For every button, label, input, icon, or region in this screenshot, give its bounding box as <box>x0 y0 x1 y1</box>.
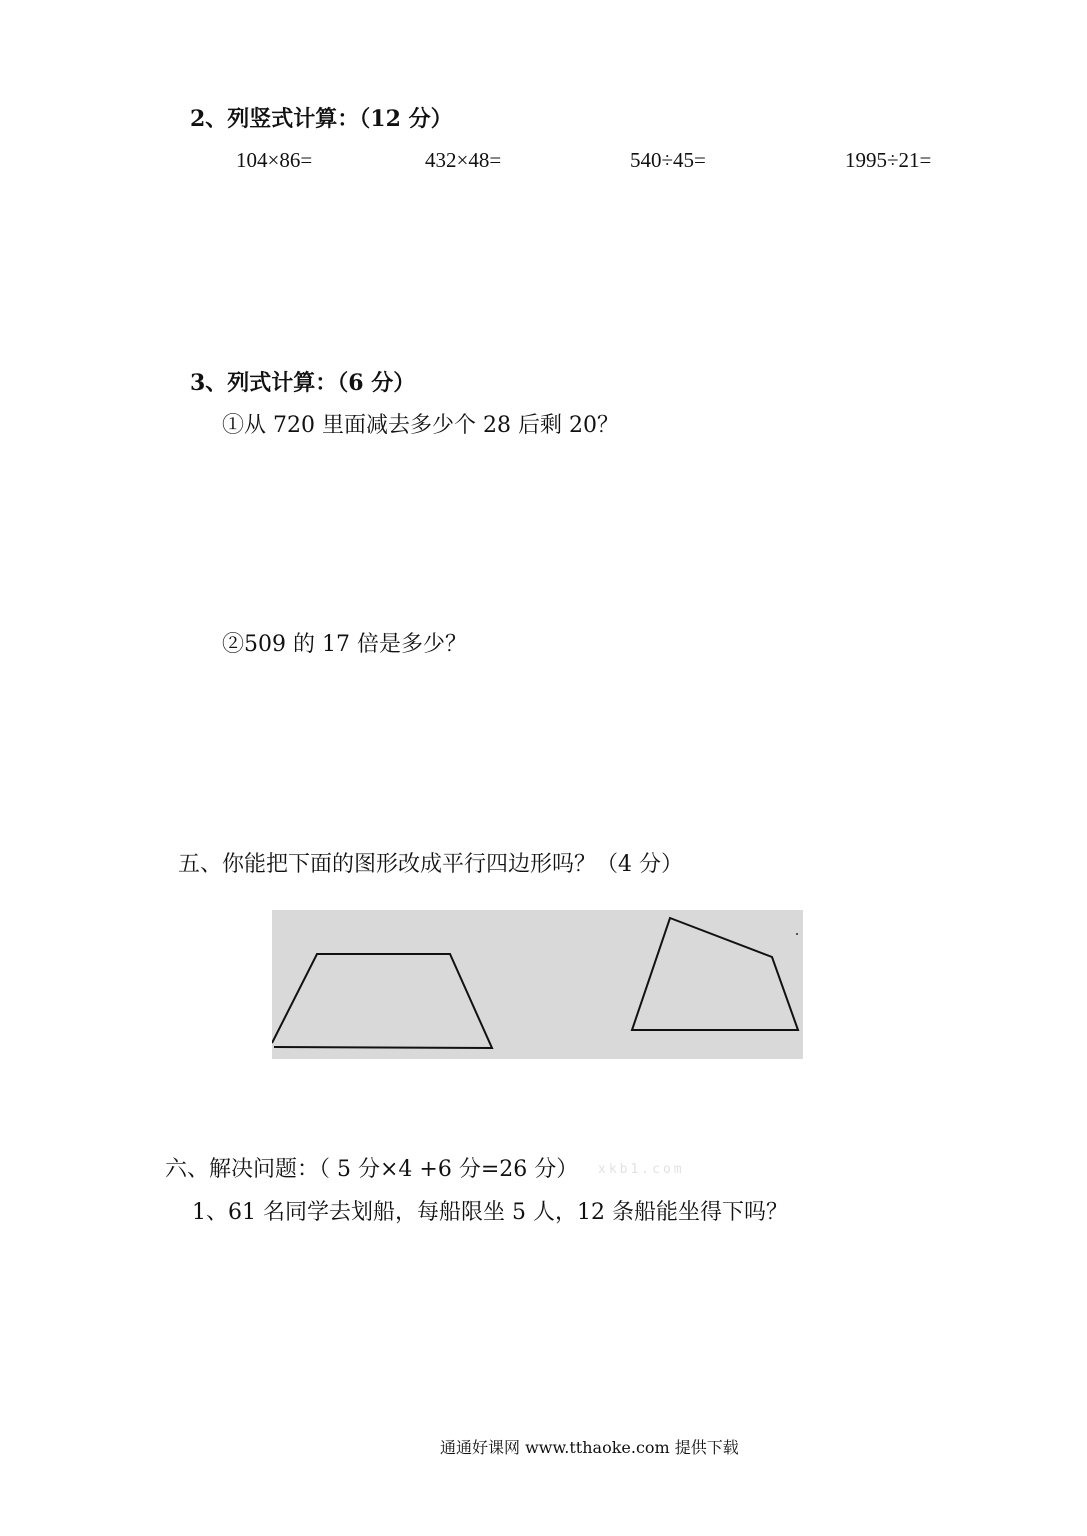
section-3-heading: 3、列式计算：（6 分） <box>190 370 416 396</box>
shapes-figure <box>272 910 803 1059</box>
watermark-text: xkb1.com <box>598 1162 685 1177</box>
question-3-2: ②509 的 17 倍是多少？ <box>222 632 467 657</box>
section-2-heading: 2、列竖式计算：（12 分） <box>190 106 453 132</box>
question-6-1: 1、61 名同学去划船，每船限坐 5 人，12 条船能坐得下吗？ <box>192 1200 788 1225</box>
problem-4: 1995÷21= <box>845 148 932 172</box>
trapezoid-shape <box>272 954 492 1048</box>
section-5-heading: 五、你能把下面的图形改成平行四边形吗？（4 分） <box>178 852 683 877</box>
problem-3: 540÷45= <box>630 148 706 172</box>
question-3-1: ①从 720 里面减去多少个 28 后剩 20？ <box>222 413 619 438</box>
speck-dot <box>796 933 798 935</box>
section-6-heading: 六、解决问题：（ 5 分×4 +6 分=26 分） <box>165 1157 579 1182</box>
shapes-svg <box>272 910 803 1059</box>
footer-credit: 通通好课网 www.tthaoke.com 提供下载 <box>440 1438 739 1457</box>
problem-2: 432×48= <box>425 148 502 172</box>
problem-1: 104×86= <box>236 148 313 172</box>
quadrilateral-shape <box>632 918 798 1030</box>
